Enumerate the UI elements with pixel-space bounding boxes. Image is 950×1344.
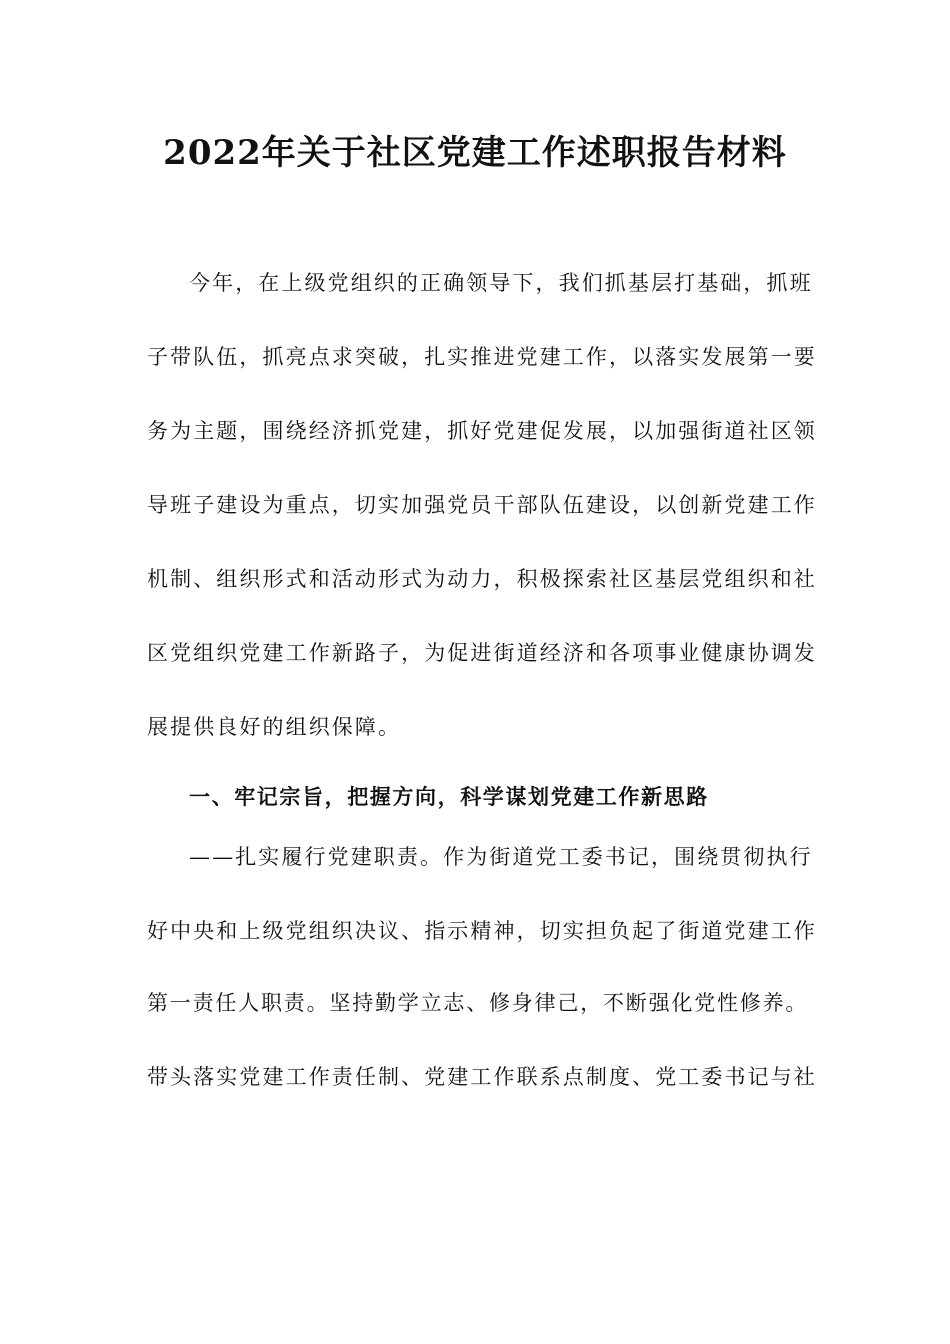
paragraph-line: 子带队伍，抓亮点求突破，扎实推进党建工作，以落实发展第一要	[147, 345, 817, 369]
paragraph-line: 今年，在上级党组织的正确领导下，我们抓基层打基础，抓班	[189, 271, 813, 295]
document-title: 2022年关于社区党建工作述职报告材料	[163, 133, 787, 173]
section-heading: 一、牢记宗旨，把握方向，科学谋划党建工作新思路	[189, 784, 709, 809]
paragraph-line: 带头落实党建工作责任制、党建工作联系点制度、党工委书记与社	[147, 1065, 817, 1089]
paragraph-line: 务为主题，围绕经济抓党建，抓好党建促发展，以加强街道社区领	[147, 419, 817, 443]
paragraph-line: 区党组织党建工作新路子，为促进街道经济和各项事业健康协调发	[147, 641, 817, 665]
paragraph-line: 导班子建设为重点，切实加强党员干部队伍建设，以创新党建工作	[147, 493, 817, 517]
paragraph-line: 机制、组织形式和活动形式为动力，积极探索社区基层党组织和社	[147, 567, 817, 591]
paragraph-line: ——扎实履行党建职责。作为街道党工委书记，围绕贯彻执行	[189, 845, 813, 869]
paragraph-line: 好中央和上级党组织决议、指示精神，切实担负起了街道党建工作	[147, 919, 817, 943]
paragraph-line: 展提供良好的组织保障。	[147, 715, 402, 739]
paragraph-line: 第一责任人职责。坚持勤学立志、修身律己，不断强化党性修养。	[147, 991, 809, 1015]
